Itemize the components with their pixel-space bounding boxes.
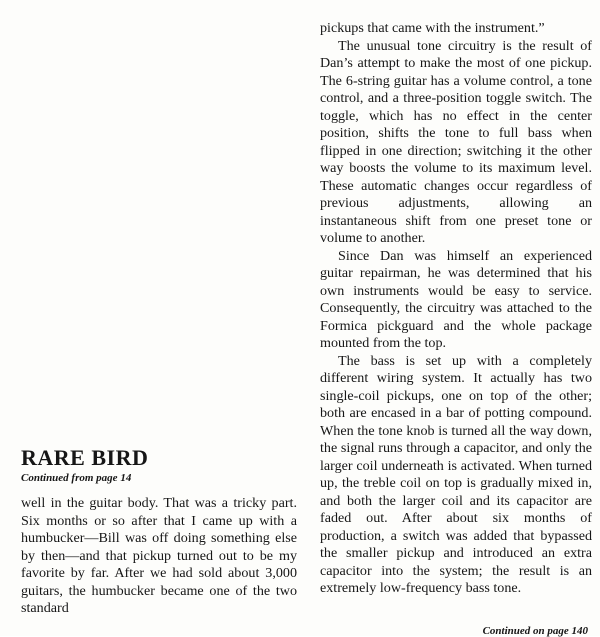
continued-on-note: Continued on page 140: [482, 625, 588, 637]
article-title: RARE BIRD: [21, 445, 149, 470]
right-paragraph-4: The bass is set up with a completely different wiring system. It actually has two single-coil pickups, one on top of the other; both are encased in a bar of potting compound. When the tone knob is turned all the way down, the signal runs through a capacitor, and only the larger coil underneath is activated. When turned up, the treble coil on top is gradually mixed in, and both the larger coil and its capacitor are faded out. After about six months of production, a switch was added that bypassed the smaller pickup and introduced an extra capacitor into the system; the result is an extremely low-frequency bass tone.: [320, 352, 592, 596]
right-paragraph-3: Since Dan was himself an experienced guitar repairman, he was determined that his own instruments would be easy to service. Consequently, the circuitry was attached to the Formica pickguard and the whole package mounted from the top.: [320, 247, 592, 351]
article-headline: [21, 446, 297, 485]
left-paragraph-1: well in the guitar body. That was a tricky part. Six months or so after that I came up with a humbucker—Bill was off doing something else by then—and that pickup turned out to be my favorite by far. After we had sold about 3,000 guitars, the humbucker became one of the two standard: [21, 495, 297, 616]
right-paragraph-2: The unusual tone circuitry is the result of Dan’s attempt to make the most of one pickup. The 6-string guitar has a volume control, a tone control, and a three-position toggle switch. The toggle, which has no effect in the center position, shifts the tone to full bass when flipped in one direction; switching it the other way boosts the volume to its maximum level. These automatic changes occur regardless of previous adjustments, allowing an instantaneous shift from one preset tone or volume to another.: [320, 37, 592, 246]
right-paragraph-1: pickups that came with the instrument.”: [320, 20, 545, 36]
right-column: [320, 20, 592, 598]
left-column: [21, 495, 297, 618]
continued-from-note: Continued from page 14: [21, 472, 132, 484]
